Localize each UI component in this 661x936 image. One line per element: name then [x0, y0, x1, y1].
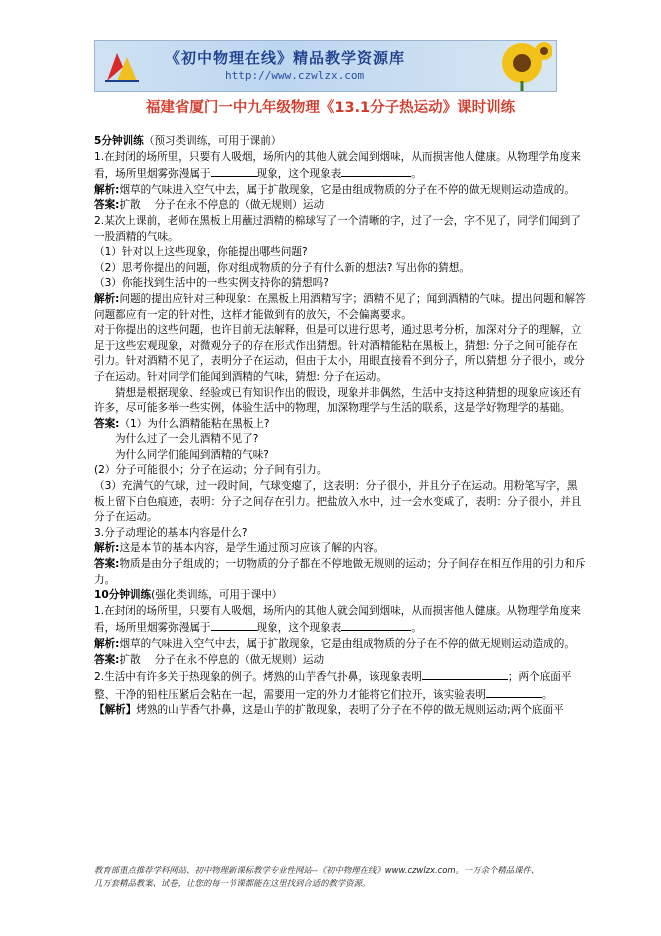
site-logo-icon: [103, 47, 141, 85]
answer-label: 答案:: [94, 417, 120, 430]
banner-url: http://www.czwlzx.com: [225, 69, 365, 82]
answer-blank: [422, 668, 508, 680]
question-1: 1.在封闭的场所里，只要有人吸烟，场所内的其他人就会闻到烟味，从而损害他人健康。从物理学角度来看，场所里烟雾弥漫属于 现象，这个现象表 。: [94, 604, 581, 635]
document-body: [94, 130, 586, 719]
page-footer: [94, 864, 586, 890]
section-heading: 10分钟训练: [94, 589, 152, 602]
explanation-text: 猜想是根据现象、经验或已有知识作出的假设，现象并非偶然，生活中支持这种猜想的现象应该还有许多，尽可能多举一些实例，体验生活中的物理，加深物理学与生活的联系，这是学好物理学的基础。: [94, 386, 582, 415]
explanation-label: 解析:: [94, 638, 120, 650]
header-banner: [94, 40, 557, 92]
answer-text: 为什么过了一会儿酒精不见了?: [115, 433, 259, 446]
explanation-text: 对于你提出的这些问题，也许目前无法解释，但是可以进行思考，通过思考分析，加深对分子的理解，立足于这些宏观现象，对微观分子的存在形式作出猜想。针对酒精能粘在黑板上，猜想: 分子之间可能存在引力。针对酒精不见了，表明分子在运动，但由于太小，用眼直接看不到分子，所以猜想 分子很小，或分子在运动。针对同学们能闻到酒精的气味，猜想: 分子在运动。: [94, 324, 585, 383]
explanation-text: 问题的提出应针对三种现象：在黑板上用酒精写字；酒精不见了；闻到酒精的气味。提出问题和解答问题都应有一定的针对性，这样才能做到有的放矢，不会偏离要求。: [94, 292, 586, 321]
answer-blank: [341, 165, 411, 177]
answer-text: (2）分子可能很小；分子在运动；分子间有引力。: [94, 464, 328, 477]
sub-question: （2）思考你提出的问题，你对组成物质的分子有什么新的想法? 写出你的猜想。: [94, 261, 470, 274]
explanation-label: 解析:: [94, 292, 120, 305]
banner-title: 《初中物理在线》精品教学资源库: [165, 49, 406, 67]
explanation-label: 解析:: [94, 183, 120, 196]
answer-label: 答案:: [94, 653, 120, 666]
answer-text: （3）充满气的气球，过一段时间，气球变瘪了，这表明：分子很小，并且分子在运动。用粉笔写字，黑板上留下白色痕迹，表明：分子之间存在引力。把盐放入水中，过一会水变咸了，表明：分子很小，并且分子在运动。: [94, 480, 582, 524]
question-1: 1.在封闭的场所里，只要有人吸烟，场所内的其他人就会闻到烟味，从而损害他人健康。从物理学角度来看，场所里烟雾弥漫属于 现象，这个现象表 。: [94, 150, 581, 181]
question-2: 2.某次上课前，老师在黑板上用蘸过酒精的棉球写了一个清晰的字，过了一会，字不见了，同学们闻到了一股酒精的气味。: [94, 214, 581, 243]
answer-label: 答案:: [94, 199, 120, 212]
sub-question: （3）你能找到生活中的一些实例支持你的猜想吗?: [94, 277, 329, 290]
answer-text: 为什么同学们能闻到酒精的气味?: [115, 448, 269, 461]
footer-line: 教育部重点推荐学科网站、初中物理新课标教学专业性网站--《初中物理在线》www.czwlzx.com。一万余个精品课件、: [94, 865, 540, 875]
section-note: （预习类训练，可用于课前）: [143, 135, 282, 147]
answer-blank: [486, 686, 542, 698]
answer-text: 扩散 分子在永不停息的（做无规则）运动: [119, 653, 325, 666]
section-note: (强化类训练，可用于课中）: [151, 589, 283, 602]
explanation-text: 烤熟的山芋香气扑鼻，这是山芋的扩散现象，表明了分子在不停的做无规则运动;两个底面平: [136, 704, 564, 717]
answer-text: 物质是由分子组成的；一切物质的分子都在不停地做无规则的运动；分子间存在相互作用的引力和斥力。: [94, 558, 586, 586]
section-heading: 5分钟训练: [94, 135, 144, 147]
answer-blank: [341, 619, 411, 631]
answer-text: （1）为什么酒精能粘在黑板上?: [119, 417, 270, 430]
answer-text: 扩散 分子在永不停息的（做无规则）运动: [119, 199, 325, 212]
question-3: 3.分子动理论的基本内容是什么?: [94, 526, 248, 539]
question-2: 2.生活中有许多关于热现象的例子。烤熟的山芋香气扑鼻，该现象表明 ；两个底面平整、干净的铅柱压紧后会粘在一起，需要用一定的外力才能将它们拉开，该实验表明 。: [94, 668, 586, 703]
explanation-label: 解析:: [94, 542, 120, 555]
answer-label: 答案:: [94, 558, 120, 571]
sunflower-icon: [482, 41, 552, 91]
answer-blank: [211, 619, 257, 631]
explanation-text: 这是本节的基本内容，是学生通过预习应该了解的内容。: [119, 542, 385, 555]
footer-line: 几万套精品教案、试卷，让您的每一节课都能在这里找到合适的教学资源。: [94, 878, 371, 888]
document-title: 福建省厦门一中九年级物理《13.1分子热运动》课时训练: [145, 100, 516, 116]
explanation-label: 【解析】: [94, 704, 137, 717]
explanation-text: 烟草的气味进入空气中去，属于扩散现象，它是由组成物质的分子在不停的做无规则运动造成的。: [119, 183, 575, 196]
explanation-text: 烟草的气味进入空气中去，属于扩散现象，它是由组成物质的分子在不停的做无规则运动造成的。: [119, 638, 575, 650]
answer-blank: [211, 165, 257, 177]
sub-question: （1）针对以上这些现象，你能提出哪些问题?: [94, 246, 308, 259]
